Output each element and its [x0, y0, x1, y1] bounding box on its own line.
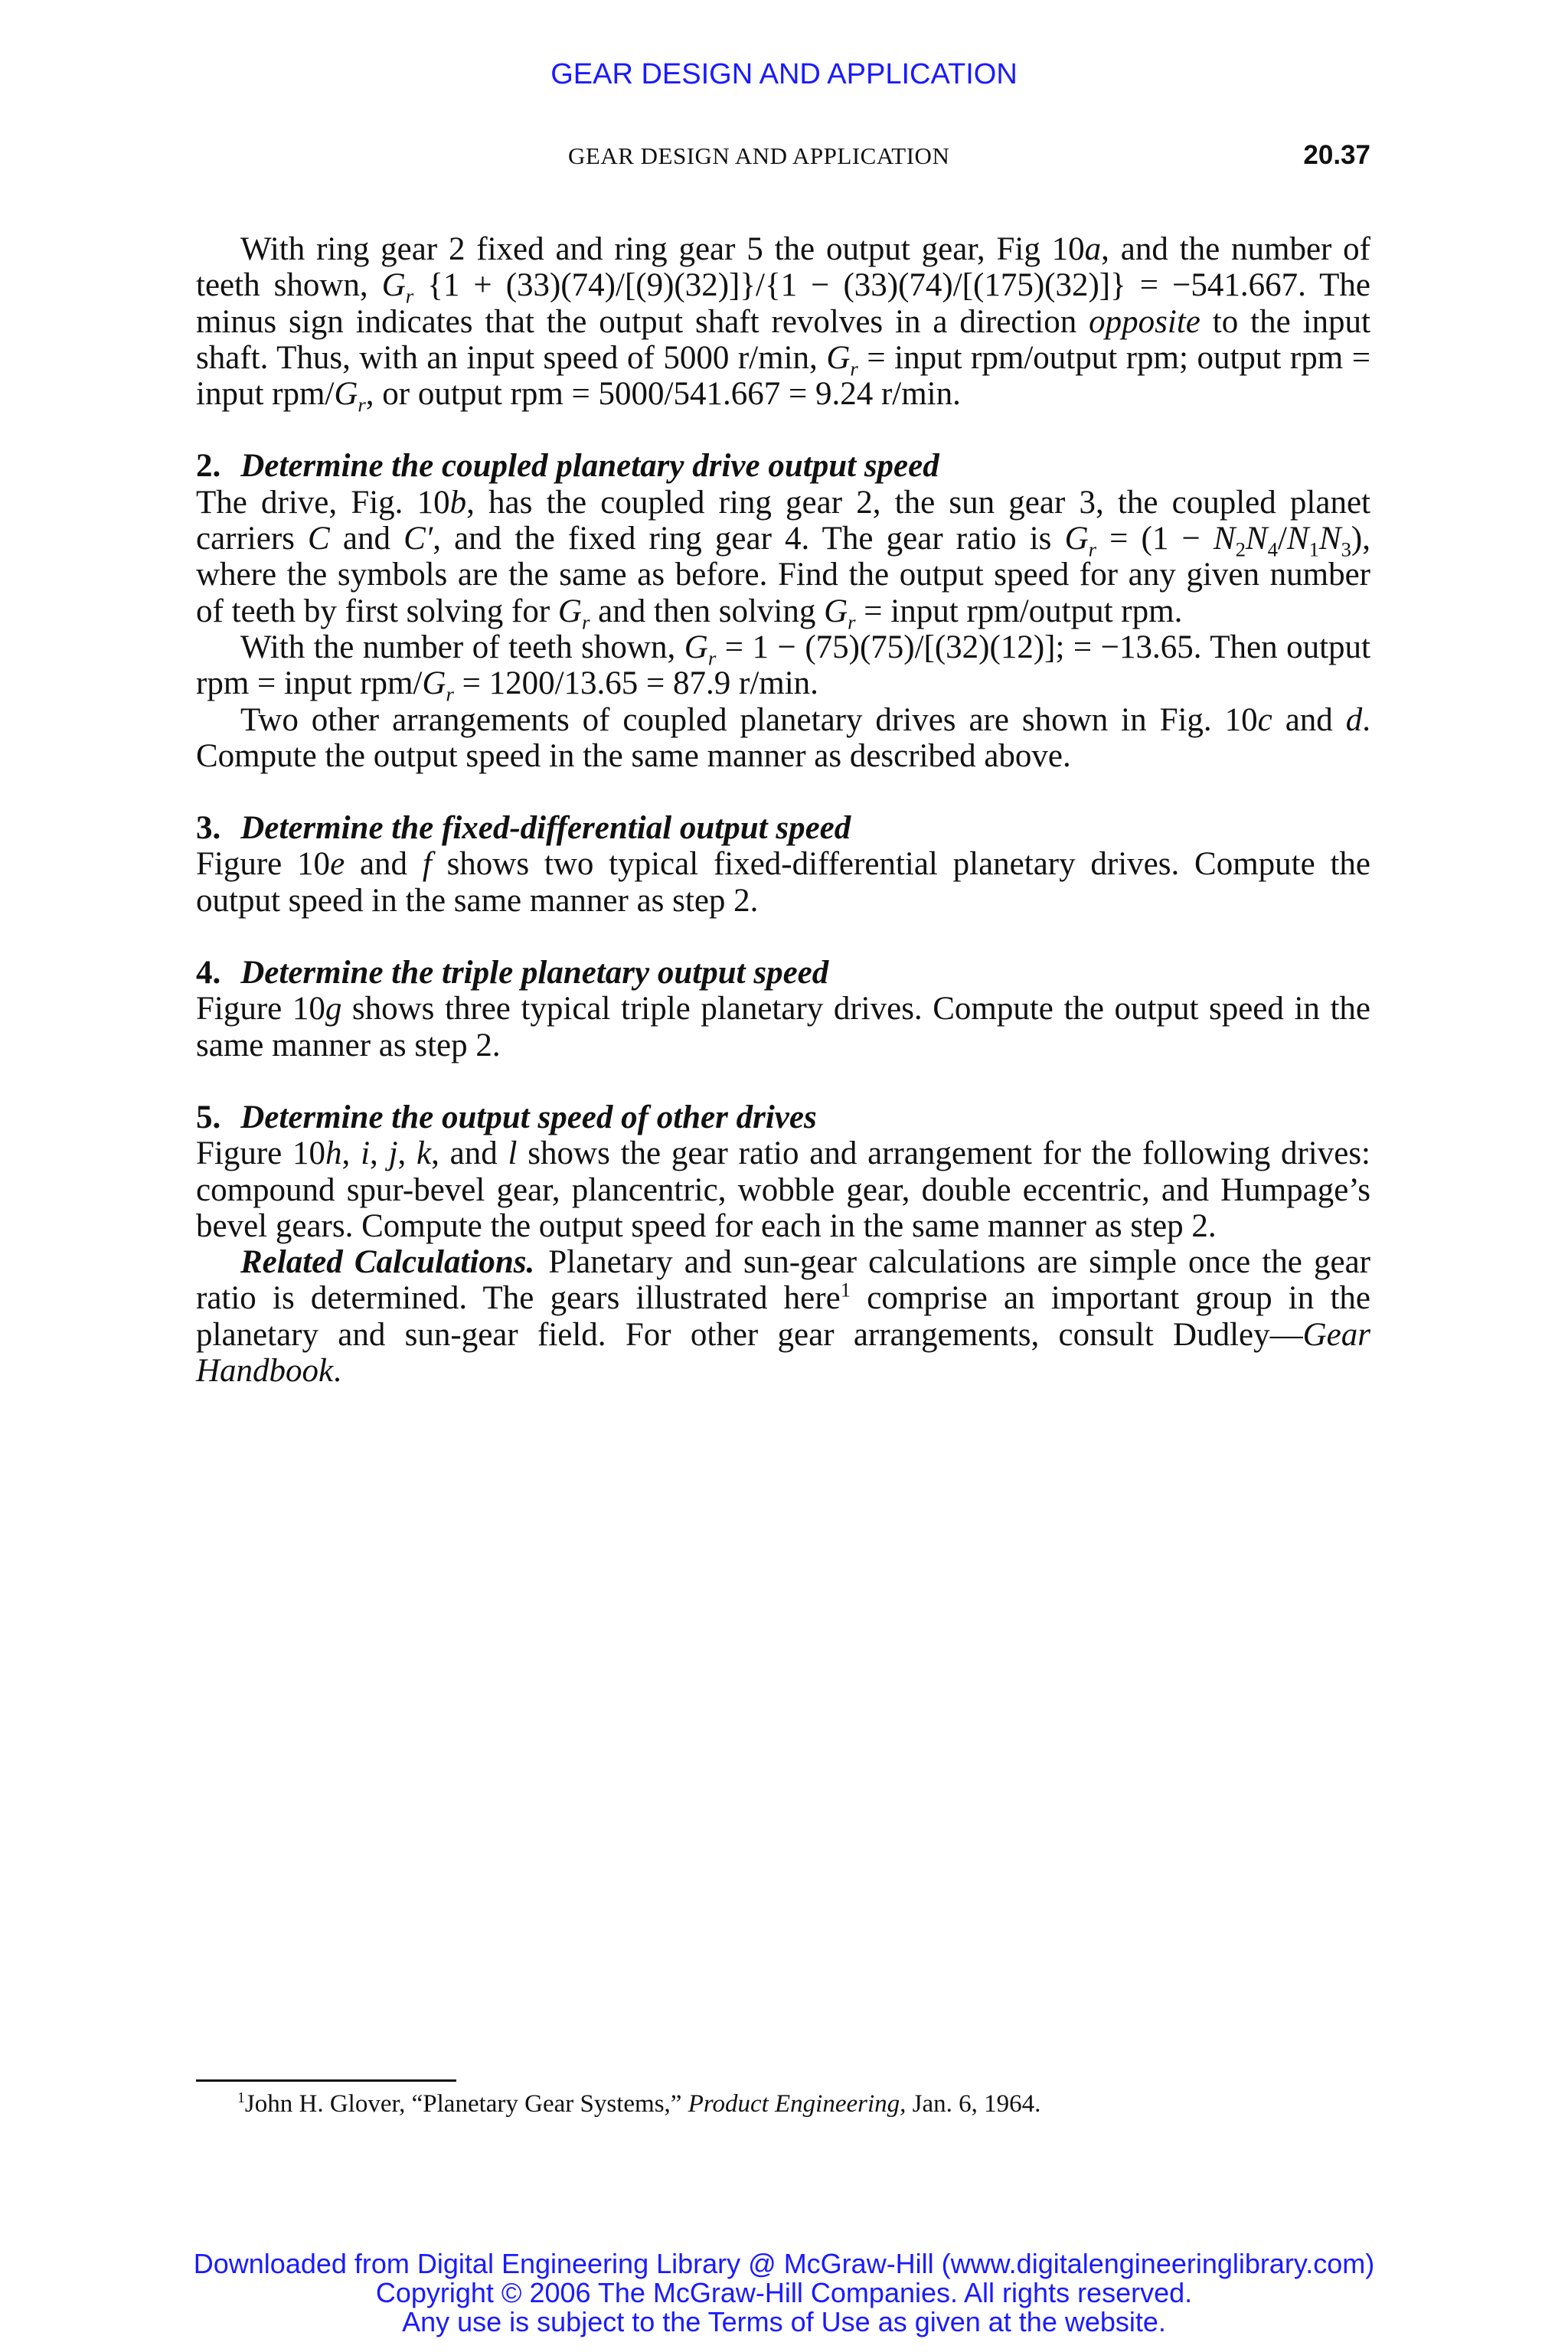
footnote-reference[interactable]: 1 — [840, 1279, 851, 1302]
footnote: $^1$John H. Glover, “Planetary Gear Systems,” Product Engineering, Jan. 6, 1964. — [237, 2089, 1041, 2118]
paragraph-ring-gear: With ring gear 2 fixed and ring gear 5 the output gear, Fig 10a, and the number of teeth shown, $G_r$ {1 + (33)(74)/[(9)(32)]}/{1 − (33)(74)/[(175)(32)]} = −541.667. The minus sign indicates that the output shaft revolves in a direction opposite to the input shaft. Thus, with an input speed of 5000 r/min, $G_r$ = input rpm/output rpm; output rpm = input rpm/$G_r$, or output rpm = 5000/541.667 = 9.24 r/min. — [196, 231, 1370, 416]
step-3-paragraph: Figure 10e and f shows two typical fixed-differential planetary drives. Compute the output speed in the same manner as step 2. — [196, 846, 1370, 919]
footer-terms-line[interactable]: Any use is subject to the Terms of Use as given at the website. — [402, 2306, 1166, 2337]
step-2-heading: 2. Determine the coupled planetary drive output speed — [196, 448, 939, 485]
page-number: 20.37 — [1303, 140, 1370, 170]
document-title-link[interactable]: GEAR DESIGN AND APPLICATION — [550, 58, 1018, 90]
page-body — [196, 231, 1370, 1389]
footer-download-line[interactable]: Downloaded from Digital Engineering Library @ McGraw-Hill (www.digitalengineeringlibrary.com) — [193, 2248, 1375, 2279]
related-calculations-paragraph: Related Calculations. Planetary and sun-gear calculations are simple once the gear ratio is determined. The gears illustrated here$^1$ comprise an important group in the planetary and sun-gear field. For other gear arrangements, consult Dudley—Gear Handbook. — [196, 1244, 1370, 1390]
copyright-footer[interactable] — [0, 2249, 1568, 2337]
step-2-paragraph-teeth: With the number of teeth shown, $G_r = 1 - (75)(75)/[(32)(12)]$; = −13.65. Then output rpm = input rpm/$G_r = 1200/13.65 = 87.9$ r/min. — [196, 629, 1370, 706]
step-4-heading: 4. Determine the triple planetary output speed — [196, 955, 829, 991]
step-4-paragraph: Figure 10g shows three typical triple planetary drives. Compute the output speed in the same manner as step 2. — [196, 991, 1370, 1063]
step-3-heading: 3. Determine the fixed-differential output speed — [196, 810, 851, 847]
step-5-heading: 5. Determine the output speed of other drives — [196, 1099, 817, 1135]
step-5-paragraph: Figure 10h, i, j, k, and l shows the gear ratio and arrangement for the following drives: compound spur-bevel gear, plancentric, wobble gear, double eccentric, and Humpage’s bevel gears. Compute the output speed for each in the same manner as step 2. — [196, 1135, 1371, 1244]
footnote-divider — [196, 2079, 456, 2082]
running-head: GEAR DESIGN AND APPLICATION — [568, 142, 950, 169]
step-2-paragraph: The drive, Fig. 10b, has the coupled ring gear 2, the sun gear 3, the coupled planet carriers C and C′, and the fixed ring gear 4. The gear ratio is $G_r = (1 - N_2N_4/N_1N_3)$, where the symbols are the same as before. Find the output speed for any given number of teeth by first solving for $G_r$ and then solving $G_r$ = input rpm/output rpm. — [196, 484, 1370, 634]
step-2-paragraph-arrangements: Two other arrangements of coupled planetary drives are shown in Fig. 10c and d. Compute the output speed in the same manner as described above. — [196, 701, 1371, 774]
footer-copyright-line[interactable]: Copyright © 2006 The McGraw-Hill Companies. All rights reserved. — [375, 2277, 1193, 2308]
